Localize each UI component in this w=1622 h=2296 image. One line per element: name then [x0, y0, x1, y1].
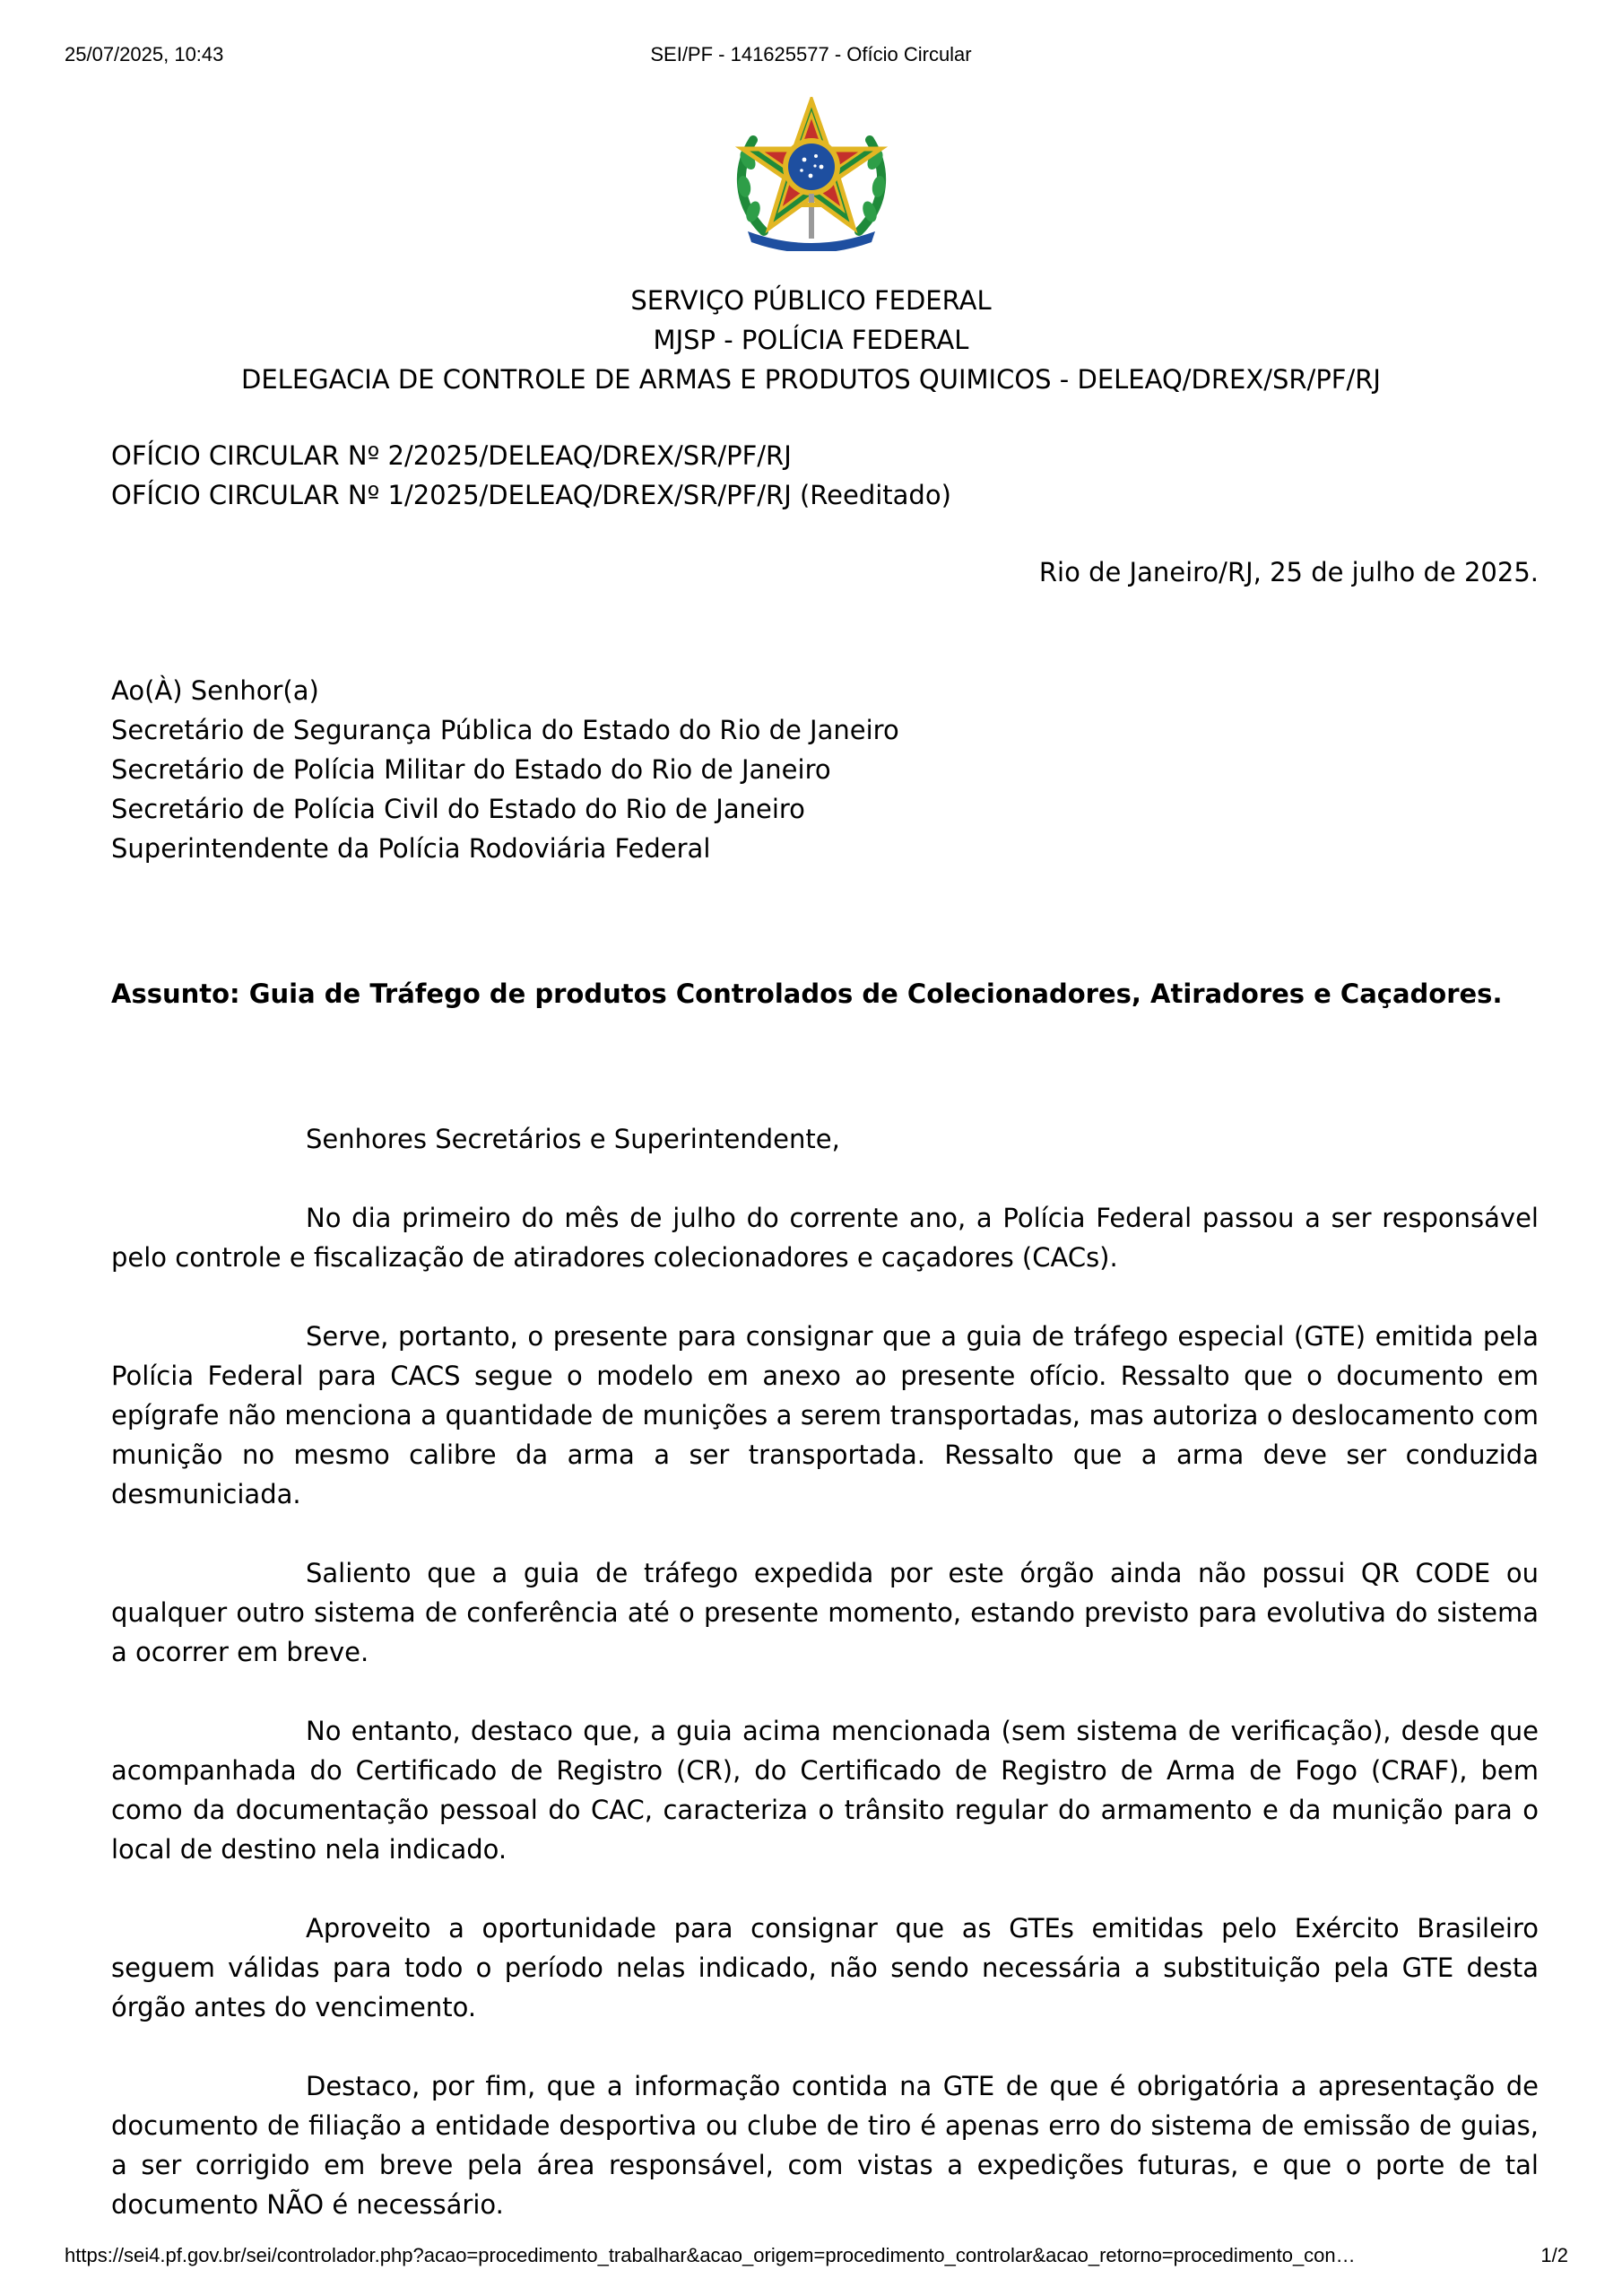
- brazil-coat-of-arms-icon: [728, 97, 895, 251]
- body-paragraph: No entanto, destaco que, a guia acima mencionada (sem sistema de verificação), desde que acompanhada do Certificado de Registro (CR), do Certificado de Registro de Arma de Fogo (CRAF), bem como da documentação pessoal do CAC, caracteriza o trânsito regular do armamento e da munição para o local de destino nela indicado.: [111, 1716, 1539, 1865]
- recipient-line: Secretário de Segurança Pública do Estado do Rio de Janeiro: [111, 715, 899, 745]
- header-line-2: MJSP - POLÍCIA FEDERAL: [653, 325, 969, 355]
- header-line-3: DELEGACIA DE CONTROLE DE ARMAS E PRODUTOS QUIMICOS - DELEAQ/DREX/SR/PF/RJ: [241, 364, 1381, 395]
- greeting: Senhores Secretários e Superintendente,: [306, 1124, 840, 1154]
- body-paragraph: Saliento que a guia de tráfego expedida por este órgão ainda não possui QR CODE ou qualquer outro sistema de conferência até o presente momento, estando previsto para evolutiva do sistema a ocorrer em breve.: [111, 1558, 1539, 1667]
- oficio-number-reedited: OFÍCIO CIRCULAR Nº 1/2025/DELEAQ/DREX/SR/PF/RJ (Reeditado): [111, 480, 951, 510]
- oficio-number-current: OFÍCIO CIRCULAR Nº 2/2025/DELEAQ/DREX/SR/PF/RJ: [111, 440, 792, 471]
- body-paragraph: Aproveito a oportunidade para consignar que as GTEs emitidas pelo Exército Brasileiro seguem válidas para todo o período nelas indicado, não sendo necessária a substituição pela GTE desta órgão antes do vencimento.: [111, 1913, 1539, 2022]
- header-line-1: SERVIÇO PÚBLICO FEDERAL: [630, 285, 992, 316]
- print-date: 25/07/2025, 10:43: [65, 43, 224, 65]
- body-paragraph: Destaco, por fim, que a informação contida na GTE de que é obrigatória a apresentação de documento de filiação a entidade desportiva ou clube de tiro é apenas erro do sistema de emissão de guias, a ser corrigido em breve pela área responsável, com vistas a expedições futuras, e que o porte de tal documento NÃO é necessário.: [111, 2071, 1539, 2220]
- body-paragraph: Serve, portanto, o presente para consignar que a guia de tráfego especial (GTE) emitida pela Polícia Federal para CACS segue o modelo em anexo ao presente ofício. Ressalto que o documento em epígrafe não menciona a quantidade de munições a serem transportadas, mas autoriza o deslocamento com munição no mesmo calibre da arma a ser transportada. Ressalto que a arma deve ser conduzida desmuniciada.: [111, 1321, 1539, 1509]
- document-header: [0, 281, 1622, 399]
- recipient-line: Secretário de Polícia Civil do Estado do Rio de Janeiro: [111, 794, 805, 824]
- date-line: Rio de Janeiro/RJ, 25 de julho de 2025.: [1038, 557, 1539, 587]
- oficio-identifiers: [111, 436, 1539, 515]
- print-title: SEI/PF - 141625577 - Ofício Circular: [650, 43, 972, 65]
- page-number: 1/2: [1540, 2244, 1568, 2266]
- print-url-link[interactable]: https://sei4.pf.gov.br/sei/controlador.php?acao=procedimento_trabalhar&acao_origem=procedimento_controlar&acao_retorno=procedimento_con…: [65, 2244, 1356, 2266]
- recipient-block: [111, 671, 1539, 868]
- recipient-line: Ao(À) Senhor(a): [111, 675, 319, 706]
- body-paragraph: No dia primeiro do mês de julho do corrente ano, a Polícia Federal passou a ser responsável pelo controle e fiscalização de atiradores colecionadores e caçadores (CACs).: [111, 1203, 1539, 1273]
- letter-body: [111, 1119, 1539, 2264]
- recipient-line: Secretário de Polícia Militar do Estado do Rio de Janeiro: [111, 754, 831, 785]
- recipient-line: Superintendente da Polícia Rodoviária Federal: [111, 833, 711, 864]
- subject-line: Assunto: Guia de Tráfego de produtos Controlados de Colecionadores, Atiradores e Caçadores.: [111, 978, 1503, 1009]
